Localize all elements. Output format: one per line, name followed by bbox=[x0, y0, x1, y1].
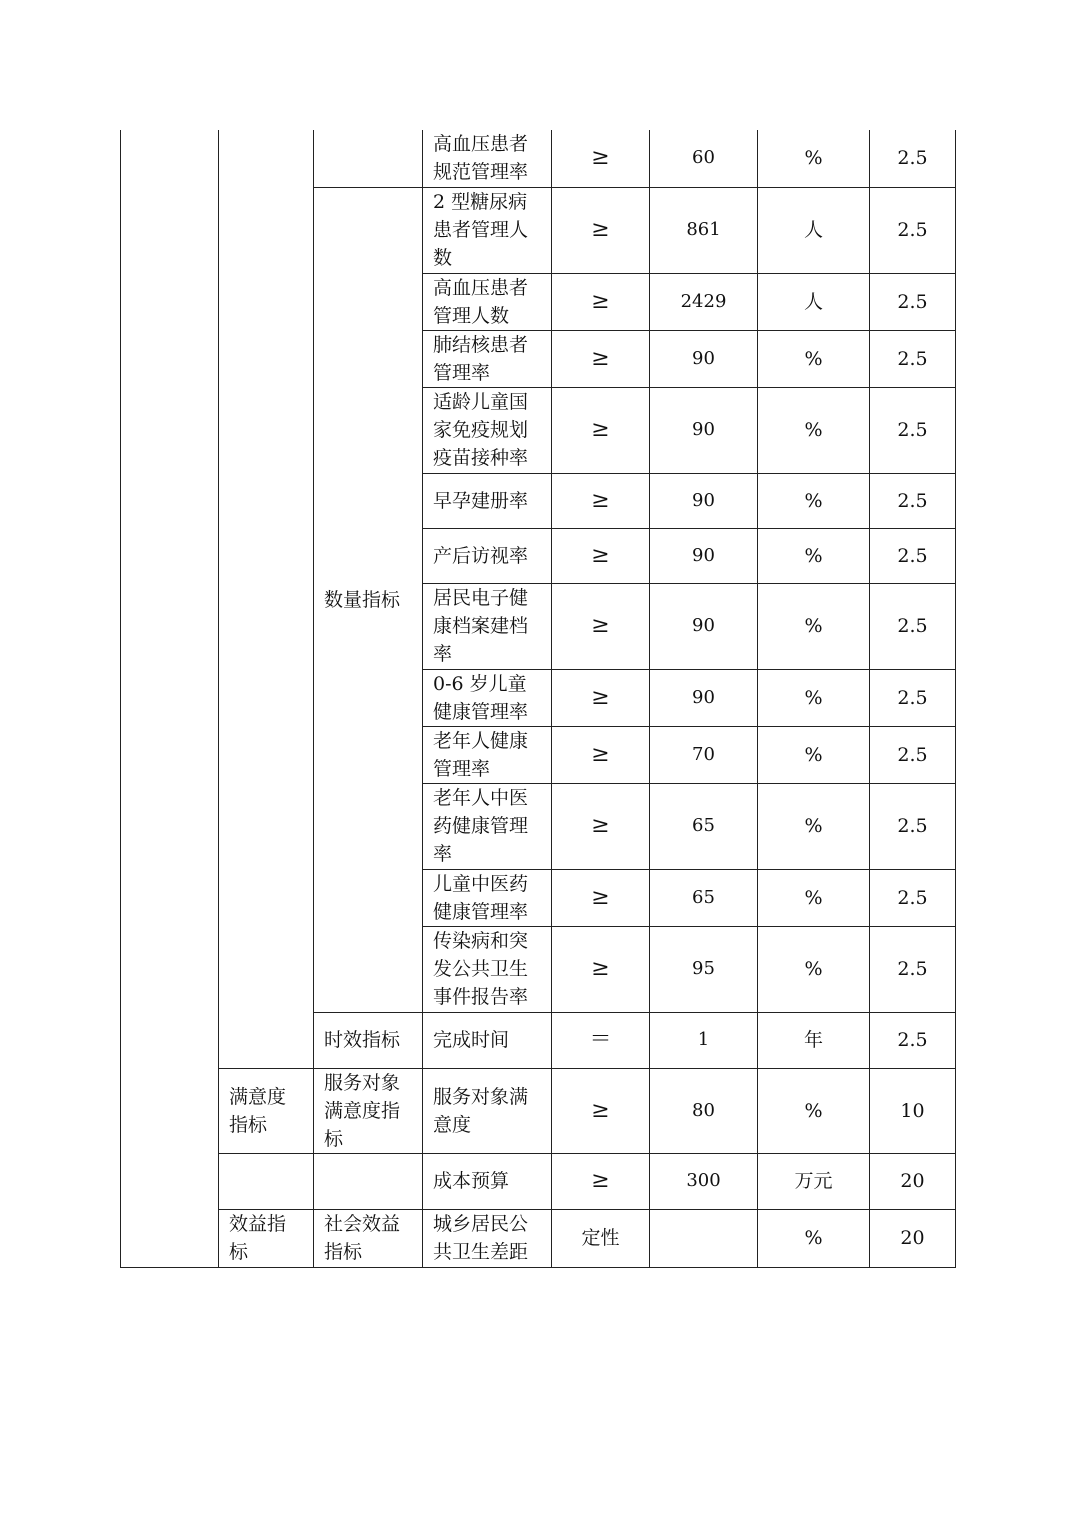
indicator-value bbox=[650, 1209, 758, 1267]
group-timeliness-indicator: 时效指标 bbox=[314, 1012, 423, 1068]
indicator-value: 70 bbox=[650, 726, 758, 783]
indicator-name: 高血压患者管理人数 bbox=[423, 273, 552, 330]
indicator-score: 10 bbox=[870, 1068, 956, 1153]
indicator-operator: ≥ bbox=[552, 583, 650, 669]
level1-merged-cell bbox=[121, 130, 219, 1267]
indicator-value: 65 bbox=[650, 869, 758, 926]
indicator-operator: ≥ bbox=[552, 869, 650, 926]
indicator-value: 60 bbox=[650, 130, 758, 187]
group-satisfaction-level1: 满意度指标 bbox=[219, 1068, 314, 1153]
table-row bbox=[121, 1209, 956, 1267]
indicator-unit: % bbox=[758, 330, 870, 387]
indicator-name: 2 型糖尿病患者管理人数 bbox=[423, 187, 552, 273]
indicator-value: 80 bbox=[650, 1068, 758, 1153]
indicator-unit: % bbox=[758, 387, 870, 473]
indicator-score: 2.5 bbox=[870, 726, 956, 783]
indicator-unit: % bbox=[758, 869, 870, 926]
indicator-score: 2.5 bbox=[870, 330, 956, 387]
indicator-operator: ≥ bbox=[552, 187, 650, 273]
indicator-value: 90 bbox=[650, 583, 758, 669]
indicator-unit: % bbox=[758, 583, 870, 669]
indicator-name: 0-6 岁儿童健康管理率 bbox=[423, 669, 552, 726]
indicator-score: 2.5 bbox=[870, 528, 956, 583]
indicator-name: 老年人中医药健康管理率 bbox=[423, 783, 552, 869]
group-satisfaction-level2: 服务对象满意度指标 bbox=[314, 1068, 423, 1153]
indicator-operator: ≥ bbox=[552, 273, 650, 330]
level3-empty-cell bbox=[314, 1153, 423, 1209]
indicator-operator: ≥ bbox=[552, 1153, 650, 1209]
table-row bbox=[121, 130, 956, 187]
indicator-operator: ≥ bbox=[552, 669, 650, 726]
indicator-name: 传染病和突发公共卫生事件报告率 bbox=[423, 926, 552, 1012]
indicator-score: 2.5 bbox=[870, 783, 956, 869]
group-benefit-level2: 社会效益指标 bbox=[314, 1209, 423, 1267]
indicator-name: 老年人健康管理率 bbox=[423, 726, 552, 783]
indicator-unit: % bbox=[758, 473, 870, 528]
indicator-name: 适龄儿童国家免疫规划疫苗接种率 bbox=[423, 387, 552, 473]
indicator-unit: 年 bbox=[758, 1012, 870, 1068]
indicator-name: 成本预算 bbox=[423, 1153, 552, 1209]
indicator-score: 2.5 bbox=[870, 130, 956, 187]
indicator-score: 2.5 bbox=[870, 473, 956, 528]
indicator-operator: ≥ bbox=[552, 783, 650, 869]
indicator-score: 2.5 bbox=[870, 187, 956, 273]
indicator-unit: % bbox=[758, 1209, 870, 1267]
indicator-score: 2.5 bbox=[870, 869, 956, 926]
indicator-operator: ≥ bbox=[552, 130, 650, 187]
indicator-score: 2.5 bbox=[870, 387, 956, 473]
level3-empty-cell bbox=[314, 130, 423, 187]
indicator-value: 90 bbox=[650, 473, 758, 528]
indicator-value: 90 bbox=[650, 669, 758, 726]
indicator-score: 20 bbox=[870, 1209, 956, 1267]
indicator-name: 高血压患者规范管理率 bbox=[423, 130, 552, 187]
indicator-name: 儿童中医药健康管理率 bbox=[423, 869, 552, 926]
indicator-operator: ≥ bbox=[552, 1068, 650, 1153]
indicator-operator: ≥ bbox=[552, 330, 650, 387]
indicator-value: 95 bbox=[650, 926, 758, 1012]
indicator-name: 产后访视率 bbox=[423, 528, 552, 583]
indicator-score: 2.5 bbox=[870, 926, 956, 1012]
indicator-operator: ≥ bbox=[552, 473, 650, 528]
indicator-name: 居民电子健康档案建档率 bbox=[423, 583, 552, 669]
indicator-value: 1 bbox=[650, 1012, 758, 1068]
indicator-unit: % bbox=[758, 130, 870, 187]
level2-merged-cell bbox=[219, 130, 314, 1068]
indicator-unit: % bbox=[758, 726, 870, 783]
indicator-unit: % bbox=[758, 926, 870, 1012]
indicator-name: 城乡居民公共卫生差距 bbox=[423, 1209, 552, 1267]
group-quantity-indicator: 数量指标 bbox=[314, 187, 423, 1012]
indicator-operator: 定性 bbox=[552, 1209, 650, 1267]
indicator-operator: ≥ bbox=[552, 528, 650, 583]
indicator-name: 服务对象满意度 bbox=[423, 1068, 552, 1153]
indicator-value: 861 bbox=[650, 187, 758, 273]
indicator-value: 65 bbox=[650, 783, 758, 869]
indicator-value: 90 bbox=[650, 387, 758, 473]
indicator-unit: 人 bbox=[758, 187, 870, 273]
indicator-unit: % bbox=[758, 783, 870, 869]
level2-empty-cell bbox=[219, 1153, 314, 1209]
indicator-unit: % bbox=[758, 1068, 870, 1153]
indicator-name: 早孕建册率 bbox=[423, 473, 552, 528]
performance-indicator-table bbox=[120, 130, 956, 1268]
indicator-unit: % bbox=[758, 528, 870, 583]
indicator-unit: % bbox=[758, 669, 870, 726]
indicator-unit: 人 bbox=[758, 273, 870, 330]
indicator-score: 2.5 bbox=[870, 669, 956, 726]
indicator-operator: ≥ bbox=[552, 387, 650, 473]
indicator-score: 2.5 bbox=[870, 273, 956, 330]
indicator-value: 2429 bbox=[650, 273, 758, 330]
indicator-value: 90 bbox=[650, 330, 758, 387]
indicator-value: 90 bbox=[650, 528, 758, 583]
indicator-score: 20 bbox=[870, 1153, 956, 1209]
group-benefit-level1: 效益指标 bbox=[219, 1209, 314, 1267]
indicator-score: 2.5 bbox=[870, 583, 956, 669]
indicator-operator: ＝ bbox=[552, 1012, 650, 1068]
indicator-name: 完成时间 bbox=[423, 1012, 552, 1068]
indicator-unit: 万元 bbox=[758, 1153, 870, 1209]
table-row bbox=[121, 1068, 956, 1153]
table-row bbox=[121, 1153, 956, 1209]
indicator-operator: ≥ bbox=[552, 726, 650, 783]
indicator-name: 肺结核患者管理率 bbox=[423, 330, 552, 387]
indicator-operator: ≥ bbox=[552, 926, 650, 1012]
indicator-value: 300 bbox=[650, 1153, 758, 1209]
indicator-score: 2.5 bbox=[870, 1012, 956, 1068]
